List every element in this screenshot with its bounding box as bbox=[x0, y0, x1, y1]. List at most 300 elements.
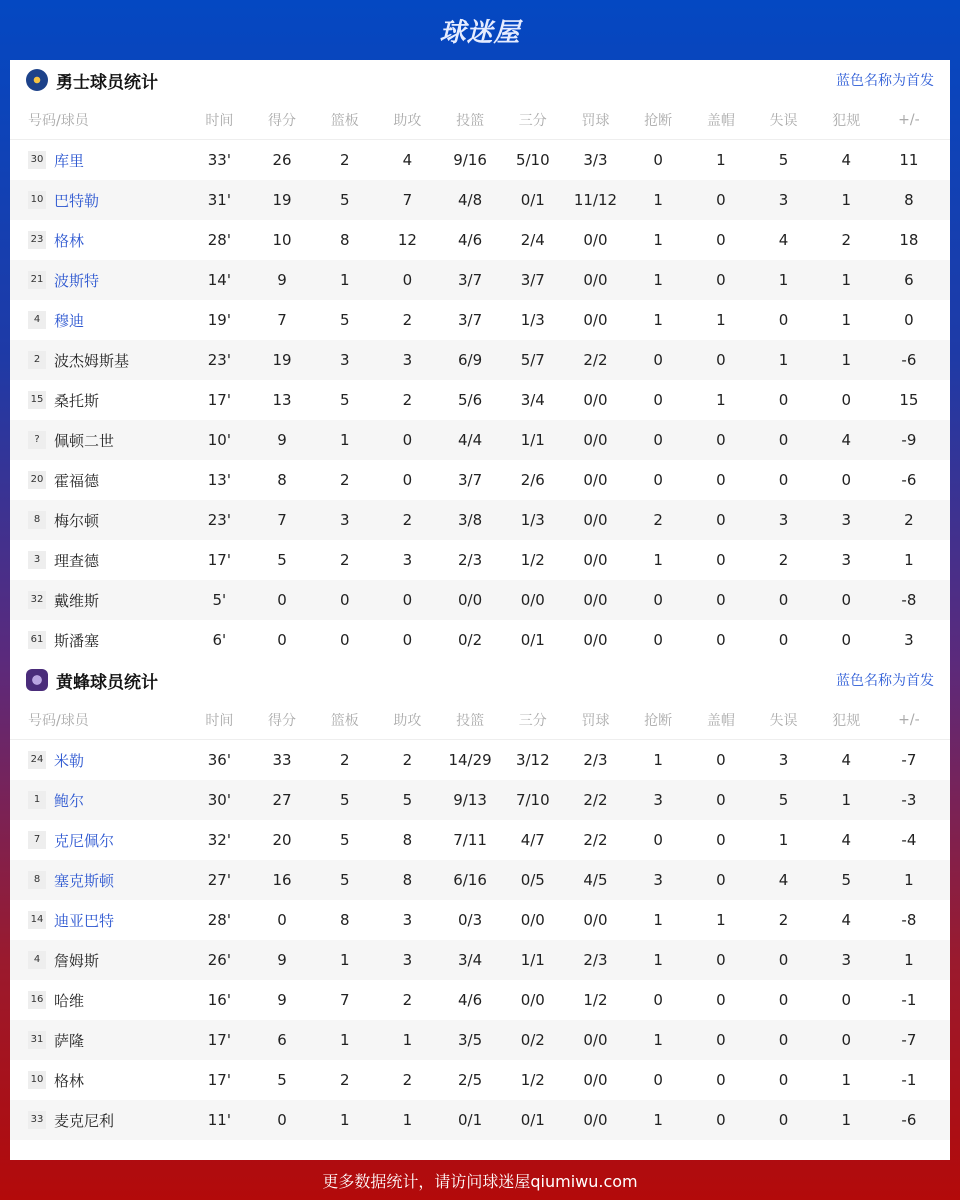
stat-cell: 26 bbox=[272, 151, 292, 169]
stat-cell: 9 bbox=[277, 431, 287, 449]
player-cell bbox=[10, 190, 188, 211]
stat-cell: -9 bbox=[901, 431, 917, 449]
stat-cell: 3 bbox=[778, 191, 789, 209]
stat-cell: 4/5 bbox=[583, 871, 608, 889]
stat-cell: 0/0 bbox=[583, 511, 608, 529]
stat-cell: 2 bbox=[402, 1071, 413, 1089]
stat-cell: -7 bbox=[901, 751, 917, 769]
stat-cell: 0/0 bbox=[583, 471, 608, 489]
stat-cell: 0 bbox=[778, 431, 789, 449]
stat-cell: 3/7 bbox=[458, 471, 483, 489]
stat-cell: 3 bbox=[653, 871, 663, 889]
stat-cell: 1 bbox=[339, 271, 350, 289]
stat-cell: 1 bbox=[904, 551, 914, 569]
stat-cell: 0 bbox=[778, 1071, 789, 1089]
player-name[interactable]: 迪亚巴特 bbox=[54, 911, 115, 930]
player-name[interactable]: 麦克尼利 bbox=[54, 1111, 115, 1130]
column-header-row bbox=[10, 700, 950, 740]
hornets-logo bbox=[26, 669, 48, 691]
stat-cell: 1 bbox=[716, 911, 726, 929]
stat-cell: 1 bbox=[716, 311, 726, 329]
stat-cell: 20 bbox=[272, 831, 292, 849]
stat-cell: 5 bbox=[339, 831, 350, 849]
stat-cell: 5/10 bbox=[515, 151, 550, 169]
stat-cell: 1 bbox=[904, 951, 914, 969]
player-name[interactable]: 詹姆斯 bbox=[54, 951, 100, 970]
stats-card bbox=[10, 60, 950, 1160]
stat-cell: 0/0 bbox=[583, 391, 608, 409]
player-name[interactable]: 格林 bbox=[54, 1071, 85, 1090]
section-title-text: 黄蜂球员统计 bbox=[56, 672, 158, 693]
player-name[interactable]: 塞克斯顿 bbox=[54, 871, 115, 890]
stat-cell: 0 bbox=[716, 1071, 726, 1089]
stat-cell: 1/1 bbox=[520, 951, 545, 969]
player-name[interactable]: 鲍尔 bbox=[54, 791, 85, 810]
starter-note: 蓝色名称为首发 bbox=[836, 673, 934, 689]
stat-cell: 26' bbox=[207, 951, 231, 969]
stat-cell: 5 bbox=[778, 791, 789, 809]
stat-cell: 3 bbox=[402, 551, 413, 569]
player-cell bbox=[10, 510, 188, 531]
stat-cell: 0/0 bbox=[583, 271, 608, 289]
stat-cell: 8 bbox=[277, 471, 287, 489]
stat-cell: 1/2 bbox=[520, 1071, 545, 1089]
column-header: 号码/球员 bbox=[28, 112, 89, 129]
stat-cell: 0/0 bbox=[583, 1111, 608, 1129]
stat-cell: 2/5 bbox=[458, 1071, 483, 1089]
team-section bbox=[10, 660, 950, 1140]
player-name[interactable]: 佩顿二世 bbox=[54, 431, 115, 450]
stat-cell: 1 bbox=[841, 791, 851, 809]
player-cell bbox=[10, 1110, 188, 1131]
stat-cell: 9 bbox=[277, 271, 287, 289]
stat-cell: 0 bbox=[402, 631, 413, 649]
stat-cell: 1 bbox=[339, 1111, 350, 1129]
jersey-number: 33 bbox=[28, 1111, 46, 1129]
stat-cell: 2/6 bbox=[520, 471, 545, 489]
stat-cell: 28' bbox=[207, 911, 231, 929]
stat-cell: 0/0 bbox=[583, 911, 608, 929]
stat-cell: 36' bbox=[207, 751, 231, 769]
stat-cell: 0 bbox=[716, 631, 726, 649]
jersey-number: 21 bbox=[28, 271, 46, 289]
column-header-row bbox=[10, 100, 950, 140]
stat-cell: 2 bbox=[841, 231, 851, 249]
player-cell bbox=[10, 910, 188, 931]
stat-cell: 16' bbox=[207, 991, 231, 1009]
stat-cell: 3/3 bbox=[583, 151, 608, 169]
stat-cell: 2 bbox=[778, 911, 789, 929]
stat-cell: 0 bbox=[716, 791, 726, 809]
stat-cell: 0 bbox=[716, 751, 726, 769]
stat-cell: 5 bbox=[339, 871, 350, 889]
stat-cell: 0/0 bbox=[583, 1071, 608, 1089]
stat-cell: 0 bbox=[778, 951, 789, 969]
column-header: 投篮 bbox=[456, 712, 485, 729]
stat-cell: 1 bbox=[716, 151, 726, 169]
stat-cell: 3 bbox=[402, 351, 413, 369]
footer-text: 更多数据统计，请访问球迷屋qiumiwu.com bbox=[322, 1171, 638, 1191]
stat-cell: 0 bbox=[716, 1111, 726, 1129]
stat-cell: 5 bbox=[277, 1071, 287, 1089]
stat-cell: 10' bbox=[207, 431, 231, 449]
stat-cell: 3 bbox=[402, 911, 413, 929]
stat-cell: 4/6 bbox=[458, 231, 483, 249]
player-cell bbox=[10, 750, 188, 771]
player-row[interactable] bbox=[10, 540, 950, 580]
stat-cell: 13 bbox=[272, 391, 292, 409]
stat-cell: -1 bbox=[901, 1071, 917, 1089]
stat-cell: 3/7 bbox=[520, 271, 545, 289]
player-row[interactable] bbox=[10, 500, 950, 540]
stat-cell: 1 bbox=[402, 1031, 413, 1049]
stat-cell: 7/11 bbox=[453, 831, 487, 849]
stat-cell: 6 bbox=[277, 1031, 287, 1049]
stat-cell: 18 bbox=[899, 231, 919, 249]
section-header bbox=[10, 660, 950, 700]
stat-cell: 10 bbox=[272, 231, 292, 249]
player-row[interactable] bbox=[10, 1060, 950, 1100]
stat-cell: -6 bbox=[901, 1111, 917, 1129]
stat-cell: 1 bbox=[841, 271, 851, 289]
player-row[interactable] bbox=[10, 180, 950, 220]
stat-cell: 1 bbox=[653, 271, 663, 289]
jersey-number: 2 bbox=[28, 351, 46, 369]
stat-cell: 0 bbox=[653, 471, 663, 489]
jersey-number: 30 bbox=[28, 151, 46, 169]
stat-cell: 1 bbox=[778, 271, 789, 289]
stat-cell: 0/0 bbox=[583, 631, 608, 649]
player-row[interactable] bbox=[10, 460, 950, 500]
player-cell bbox=[10, 630, 188, 651]
stat-cell: 12 bbox=[397, 231, 417, 249]
player-cell bbox=[10, 350, 188, 371]
stat-cell: 2 bbox=[402, 991, 413, 1009]
jersey-number: 61 bbox=[28, 631, 46, 649]
stat-cell: 0 bbox=[716, 871, 726, 889]
stat-cell: 1 bbox=[716, 391, 726, 409]
stat-cell: 0 bbox=[653, 1071, 663, 1089]
stat-cell: 11/12 bbox=[573, 191, 618, 209]
player-name[interactable]: 霍福德 bbox=[54, 471, 100, 490]
player-cell bbox=[10, 550, 188, 571]
stat-cell: 30' bbox=[207, 791, 231, 809]
stat-cell: 0 bbox=[716, 471, 726, 489]
stat-cell: 17' bbox=[207, 1031, 231, 1049]
jersey-number: 10 bbox=[28, 1071, 46, 1089]
player-name[interactable]: 库里 bbox=[54, 151, 85, 170]
player-row[interactable] bbox=[10, 300, 950, 340]
stat-cell: 1 bbox=[402, 1111, 413, 1129]
jersey-number: 31 bbox=[28, 1031, 46, 1049]
stat-cell: -8 bbox=[901, 591, 917, 609]
player-name[interactable]: 巴特勒 bbox=[54, 191, 100, 210]
stat-cell: 3 bbox=[841, 511, 851, 529]
player-name[interactable]: 萨隆 bbox=[54, 1031, 85, 1050]
stat-cell: 5/6 bbox=[458, 391, 483, 409]
player-cell bbox=[10, 150, 188, 171]
stat-cell: 1 bbox=[339, 951, 350, 969]
player-row[interactable] bbox=[10, 1100, 950, 1140]
column-header: 时间 bbox=[205, 112, 234, 129]
stat-cell: 1 bbox=[653, 311, 663, 329]
team-section bbox=[10, 60, 950, 660]
stat-cell: 0 bbox=[339, 631, 350, 649]
column-header: 犯规 bbox=[832, 712, 861, 729]
player-row[interactable] bbox=[10, 780, 950, 820]
stat-cell: -7 bbox=[901, 1031, 917, 1049]
stat-cell: -1 bbox=[901, 991, 917, 1009]
stat-cell: 0/3 bbox=[458, 911, 483, 929]
stat-cell: 5 bbox=[277, 551, 287, 569]
stat-cell: 0 bbox=[778, 631, 789, 649]
stat-cell: 5 bbox=[339, 311, 350, 329]
stat-cell: 0/0 bbox=[583, 231, 608, 249]
column-header: 失误 bbox=[769, 112, 798, 129]
player-name[interactable]: 桑托斯 bbox=[54, 391, 100, 410]
jersey-number: 8 bbox=[28, 511, 46, 529]
player-cell bbox=[10, 590, 188, 611]
player-cell bbox=[10, 270, 188, 291]
jersey-number: 14 bbox=[28, 911, 46, 929]
stat-cell: 2 bbox=[402, 511, 413, 529]
player-row[interactable] bbox=[10, 340, 950, 380]
player-row[interactable] bbox=[10, 820, 950, 860]
stat-cell: 6/9 bbox=[458, 351, 483, 369]
stat-cell: 0 bbox=[778, 1031, 789, 1049]
stat-cell: 6 bbox=[904, 271, 914, 289]
stat-cell: 5 bbox=[339, 391, 350, 409]
stat-cell: 3/7 bbox=[458, 311, 483, 329]
stat-cell: 4 bbox=[778, 871, 789, 889]
column-header: 三分 bbox=[518, 712, 547, 729]
stat-cell: 0 bbox=[778, 391, 789, 409]
stat-cell: 0 bbox=[277, 1111, 287, 1129]
stat-cell: 0/0 bbox=[583, 1031, 608, 1049]
stat-cell: 8 bbox=[339, 231, 350, 249]
stat-cell: 2 bbox=[402, 391, 413, 409]
player-name[interactable]: 克尼佩尔 bbox=[54, 831, 115, 850]
player-name[interactable]: 米勒 bbox=[54, 751, 85, 770]
stat-cell: 0 bbox=[716, 351, 726, 369]
column-header: 盖帽 bbox=[706, 112, 735, 129]
stat-cell: 0 bbox=[277, 591, 287, 609]
stat-cell: 2/4 bbox=[520, 231, 545, 249]
stat-cell: 0 bbox=[841, 591, 851, 609]
stat-cell: 0 bbox=[716, 591, 726, 609]
stat-cell: 17' bbox=[207, 551, 231, 569]
stat-cell: 6' bbox=[212, 631, 227, 649]
stat-cell: 7 bbox=[277, 511, 287, 529]
stat-cell: 5 bbox=[402, 791, 413, 809]
jersey-number: 23 bbox=[28, 231, 46, 249]
player-row[interactable] bbox=[10, 940, 950, 980]
player-name[interactable]: 格林 bbox=[54, 231, 85, 250]
column-header: 罚球 bbox=[581, 112, 610, 129]
stat-cell: 6/16 bbox=[453, 871, 487, 889]
stat-cell: 23' bbox=[207, 351, 231, 369]
player-cell bbox=[10, 830, 188, 851]
stat-cell: 4 bbox=[778, 231, 789, 249]
stat-cell: 3/12 bbox=[515, 751, 550, 769]
stat-cell: 7/10 bbox=[515, 791, 550, 809]
stat-cell: 4/7 bbox=[520, 831, 545, 849]
stat-cell: 28' bbox=[207, 231, 231, 249]
stat-cell: 15 bbox=[899, 391, 919, 409]
stat-cell: 0 bbox=[402, 591, 413, 609]
stat-cell: 1/3 bbox=[520, 511, 545, 529]
stat-cell: 19 bbox=[272, 191, 292, 209]
stat-cell: 23' bbox=[207, 511, 231, 529]
player-row[interactable] bbox=[10, 260, 950, 300]
column-header: 三分 bbox=[518, 112, 547, 129]
player-row[interactable] bbox=[10, 580, 950, 620]
stat-cell: 1 bbox=[841, 311, 851, 329]
stat-cell: 0 bbox=[904, 311, 914, 329]
stat-cell: 3 bbox=[841, 551, 851, 569]
stat-cell: 19' bbox=[207, 311, 231, 329]
warriors-logo bbox=[26, 69, 48, 91]
player-cell bbox=[10, 470, 188, 491]
column-header: 得分 bbox=[268, 712, 297, 729]
jersey-number: 4 bbox=[28, 951, 46, 969]
stat-cell: 11' bbox=[207, 1111, 231, 1129]
stat-cell: 0 bbox=[778, 591, 789, 609]
column-header: 助攻 bbox=[393, 712, 422, 729]
stat-cell: 16 bbox=[272, 871, 292, 889]
stat-cell: 33 bbox=[272, 751, 292, 769]
stat-cell: 8 bbox=[339, 911, 350, 929]
stat-cell: 7 bbox=[402, 191, 413, 209]
player-cell bbox=[10, 390, 188, 411]
stat-cell: 0 bbox=[716, 191, 726, 209]
player-row[interactable] bbox=[10, 1020, 950, 1060]
column-header: 抢断 bbox=[644, 712, 673, 729]
player-row[interactable] bbox=[10, 740, 950, 780]
stat-cell: 0 bbox=[716, 1031, 726, 1049]
player-name[interactable]: 理查德 bbox=[54, 551, 100, 570]
player-row[interactable] bbox=[10, 420, 950, 460]
player-name[interactable]: 穆迪 bbox=[54, 311, 85, 330]
player-name[interactable]: 梅尔顿 bbox=[54, 511, 100, 530]
player-row[interactable] bbox=[10, 860, 950, 900]
stat-cell: 2 bbox=[653, 511, 663, 529]
stat-cell: 4 bbox=[841, 151, 851, 169]
player-row[interactable] bbox=[10, 380, 950, 420]
player-name[interactable]: 斯潘塞 bbox=[54, 631, 100, 650]
stat-cell: 2 bbox=[402, 751, 413, 769]
stat-cell: 0 bbox=[841, 631, 851, 649]
stat-cell: 0/0 bbox=[520, 911, 545, 929]
stat-cell: 2/2 bbox=[583, 351, 608, 369]
stat-cell: 13' bbox=[207, 471, 231, 489]
player-cell bbox=[10, 950, 188, 971]
stat-cell: 5/7 bbox=[520, 351, 545, 369]
stat-cell: 0/0 bbox=[583, 311, 608, 329]
player-row[interactable] bbox=[10, 220, 950, 260]
stat-cell: 27 bbox=[272, 791, 292, 809]
stat-cell: 1 bbox=[653, 1031, 663, 1049]
stat-cell: 9/16 bbox=[453, 151, 487, 169]
player-name[interactable]: 戴维斯 bbox=[54, 591, 100, 610]
stat-cell: 1/1 bbox=[520, 431, 545, 449]
player-name[interactable]: 哈维 bbox=[54, 991, 85, 1010]
column-header: 抢断 bbox=[644, 112, 673, 129]
stat-cell: 3 bbox=[339, 351, 350, 369]
stat-cell: 9/13 bbox=[453, 791, 487, 809]
stat-cell: 0 bbox=[339, 591, 350, 609]
stat-cell: 0 bbox=[778, 311, 789, 329]
player-row[interactable] bbox=[10, 620, 950, 660]
stat-cell: 0 bbox=[716, 511, 726, 529]
stat-cell: 0 bbox=[841, 391, 851, 409]
stat-cell: 2 bbox=[339, 1071, 350, 1089]
stat-cell: 0 bbox=[716, 551, 726, 569]
stat-cell: 3 bbox=[841, 951, 851, 969]
stat-cell: 33' bbox=[207, 151, 231, 169]
stat-cell: 17' bbox=[207, 1071, 231, 1089]
stat-cell: -8 bbox=[901, 911, 917, 929]
stat-cell: 2 bbox=[339, 551, 350, 569]
stat-cell: 1 bbox=[841, 191, 851, 209]
stat-cell: 5' bbox=[212, 591, 227, 609]
player-cell bbox=[10, 430, 188, 451]
stat-cell: 14' bbox=[207, 271, 231, 289]
stat-cell: 1 bbox=[653, 751, 663, 769]
jersey-number: 16 bbox=[28, 991, 46, 1009]
section-title-text: 勇士球员统计 bbox=[56, 72, 158, 93]
stat-cell: 0/1 bbox=[520, 631, 545, 649]
stat-cell: 0/0 bbox=[583, 431, 608, 449]
stat-cell: 0/0 bbox=[520, 991, 545, 1009]
stat-cell: 0 bbox=[778, 1111, 789, 1129]
stat-cell: 1 bbox=[778, 351, 789, 369]
stat-cell: 2/3 bbox=[458, 551, 483, 569]
stat-cell: 1 bbox=[841, 351, 851, 369]
player-name[interactable]: 波杰姆斯基 bbox=[54, 351, 130, 370]
stat-cell: 3/4 bbox=[458, 951, 483, 969]
player-row[interactable] bbox=[10, 900, 950, 940]
stat-cell: 14/29 bbox=[448, 751, 492, 769]
stat-cell: -6 bbox=[901, 351, 917, 369]
stat-cell: 0/2 bbox=[458, 631, 483, 649]
stat-cell: 3 bbox=[339, 511, 350, 529]
stat-cell: 4 bbox=[841, 911, 851, 929]
player-cell bbox=[10, 990, 188, 1011]
stat-cell: 2/3 bbox=[583, 951, 608, 969]
column-header: 号码/球员 bbox=[28, 712, 89, 729]
stat-cell: 17' bbox=[207, 391, 231, 409]
stat-cell: -4 bbox=[901, 831, 917, 849]
player-row[interactable] bbox=[10, 140, 950, 180]
jersey-number: 7 bbox=[28, 831, 46, 849]
column-header: +/- bbox=[898, 711, 920, 728]
stat-cell: 0/0 bbox=[583, 591, 608, 609]
column-header: 得分 bbox=[268, 112, 297, 129]
stat-cell: 0 bbox=[841, 471, 851, 489]
stat-cell: 7 bbox=[277, 311, 287, 329]
stat-cell: 0/0 bbox=[458, 591, 483, 609]
stat-cell: 2/2 bbox=[583, 831, 608, 849]
stat-cell: 0 bbox=[778, 991, 789, 1009]
player-row[interactable] bbox=[10, 980, 950, 1020]
column-header: 投篮 bbox=[456, 112, 485, 129]
jersey-number: 24 bbox=[28, 751, 46, 769]
column-header: 助攻 bbox=[393, 112, 422, 129]
player-name[interactable]: 波斯特 bbox=[54, 271, 100, 290]
jersey-number: 4 bbox=[28, 311, 46, 329]
column-header: 罚球 bbox=[581, 712, 610, 729]
